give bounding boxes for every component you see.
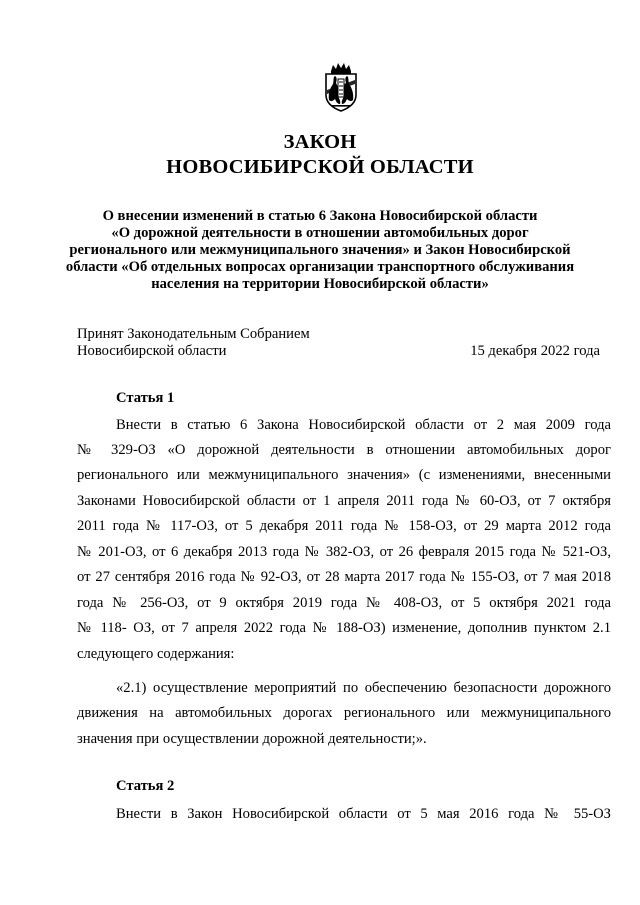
article-1-text-line: № 329-ОЗ «О дорожной деятельности в отношении автомобильных дорог [77, 442, 611, 458]
article-1-quote-line: «2.1) осуществление мероприятий по обеспечению безопасности дорожного [116, 680, 611, 696]
article-1-text-line: регионального или межмуниципального значения» (с изменениями, внесенными [77, 467, 611, 483]
subtitle-line: области «Об отдельных вопросах организации транспортного обслуживания [65, 259, 575, 275]
document-title-line-1: ЗАКОН [283, 131, 357, 153]
article-1-text-line: следующего содержания: [77, 646, 235, 662]
article-2-heading: Статья 2 [116, 778, 175, 794]
article-1-text-line: Законами Новосибирской области от 1 апреля 2011 года № 60-ОЗ, от 7 октября [77, 493, 611, 509]
article-1-quote-line: движения на автомобильных дорогах регионального или межмуниципального [77, 705, 611, 721]
article-1-text-line: № 201-ОЗ, от 6 декабря 2013 года № 382-ОЗ, от 26 февраля 2015 года № 521-ОЗ, [77, 544, 611, 560]
article-1-text-line: года № 256-ОЗ, от 9 октября 2019 года № 408-ОЗ, от 5 октября 2021 года [77, 595, 611, 611]
subtitle-line: «О дорожной деятельности в отношении автомобильных дорог [111, 225, 529, 241]
adopted-by-line-2: Новосибирской области [77, 343, 227, 359]
subtitle-line: населения на территории Новосибирской области» [151, 276, 489, 292]
article-1-quote-line: значения при осуществлении дорожной деятельности;». [77, 731, 427, 747]
subtitle-line: О внесении изменений в статью 6 Закона Новосибирской области [102, 208, 538, 224]
article-1-text-line: № 118- ОЗ, от 7 апреля 2022 года № 188-ОЗ) изменение, дополнив пунктом 2.1 [77, 620, 611, 636]
document-title-line-2: НОВОСИБИРСКОЙ ОБЛАСТИ [166, 156, 474, 178]
subtitle-line: регионального или межмуниципального значения» и Закон Новосибирской [69, 242, 571, 258]
adopted-by-line-1: Принят Законодательным Собранием [77, 326, 310, 342]
coat-of-arms-icon [318, 62, 364, 112]
article-1-heading: Статья 1 [116, 390, 175, 406]
article-1-text-line: 2011 года № 117-ОЗ, от 5 декабря 2011 года № 158-ОЗ, от 29 марта 2012 года [77, 518, 611, 534]
article-2-text-line: Внести в Закон Новосибирской области от 5 мая 2016 года № 55-ОЗ [116, 806, 611, 822]
adoption-date: 15 декабря 2022 года [470, 343, 600, 359]
article-1-text-line: от 27 сентября 2016 года № 92-ОЗ, от 28 марта 2017 года № 155-ОЗ, от 7 мая 2018 [77, 569, 611, 585]
article-1-text-line: Внести в статью 6 Закона Новосибирской области от 2 мая 2009 года [116, 417, 611, 433]
